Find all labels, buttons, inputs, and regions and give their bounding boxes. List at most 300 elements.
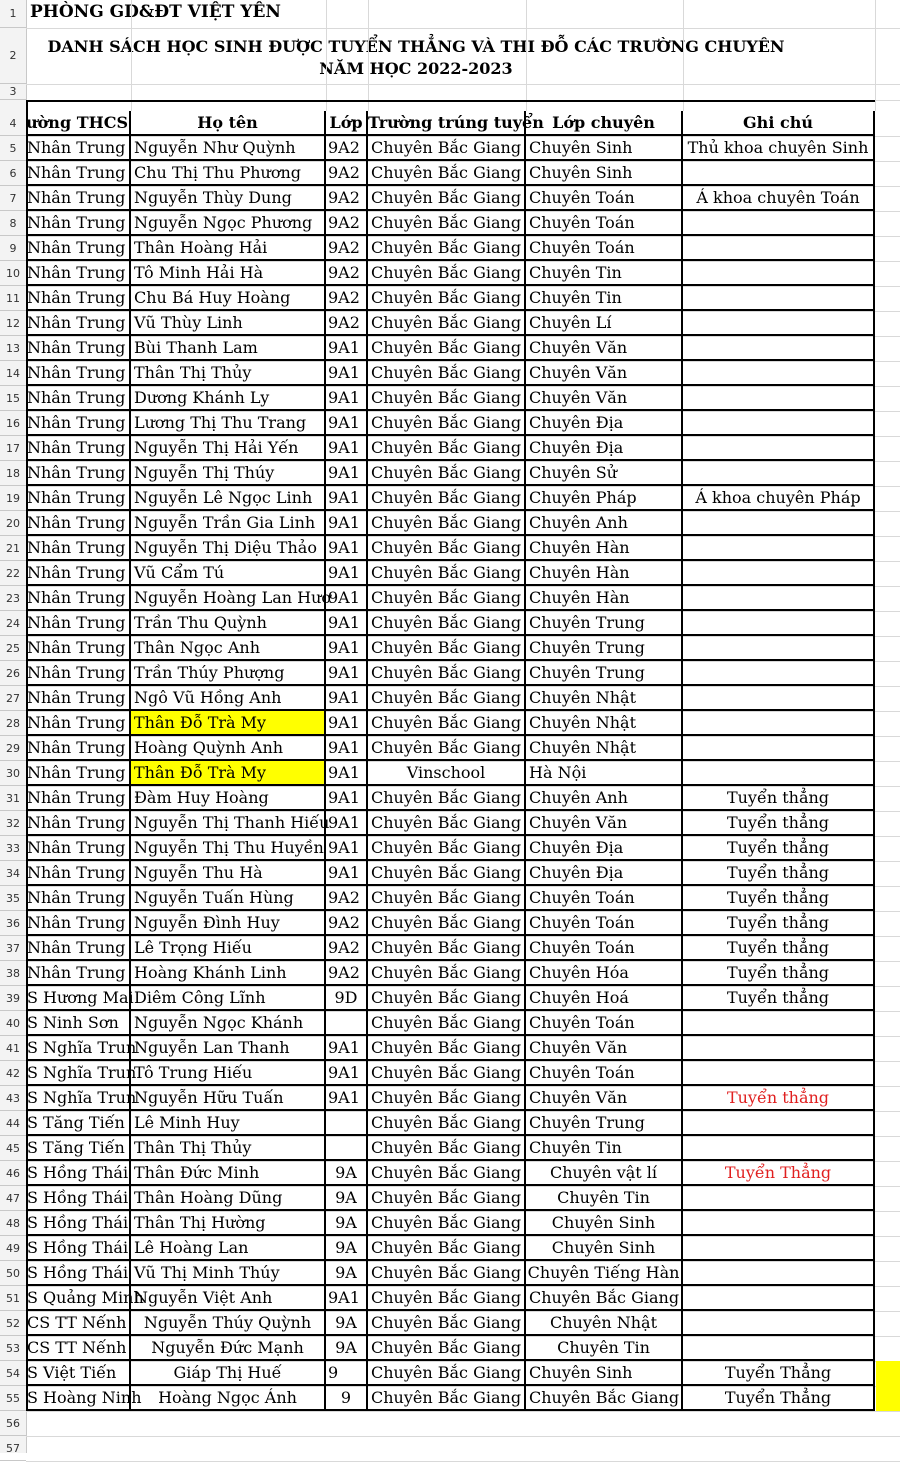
cell-name[interactable]: Nguyễn Đức Mạnh xyxy=(131,1336,326,1361)
cell-school[interactable]: S Hương Mai xyxy=(26,986,131,1011)
cell-school[interactable]: Nhân Trung xyxy=(26,636,131,661)
row-number[interactable]: 17 xyxy=(0,436,26,461)
cell-class[interactable]: 9A xyxy=(326,1186,368,1211)
cell-note[interactable] xyxy=(683,236,875,261)
row-number[interactable]: 3 xyxy=(0,84,26,100)
row-number[interactable]: 18 xyxy=(0,461,26,486)
cell-class[interactable]: 9A2 xyxy=(326,236,368,261)
cell-note[interactable] xyxy=(683,511,875,536)
cell-specialty[interactable]: Chuyên Văn xyxy=(526,811,683,836)
cell-note[interactable]: Tuyển thẳng xyxy=(683,911,875,936)
cell-name[interactable]: Nguyễn Ngọc Phương xyxy=(131,211,326,236)
cell-name[interactable]: Thân Đỗ Trà My xyxy=(131,761,326,786)
cell-target-school[interactable]: Chuyên Bắc Giang xyxy=(368,211,526,236)
cell-school[interactable]: Nhân Trung xyxy=(26,161,131,186)
cell-name[interactable]: Hoàng Khánh Linh xyxy=(131,961,326,986)
highlighted-cell[interactable] xyxy=(876,1361,900,1411)
cell-class[interactable]: 9D xyxy=(326,986,368,1011)
row-number[interactable]: 34 xyxy=(0,861,26,886)
cell-name[interactable]: Thân Hoàng Hải xyxy=(131,236,326,261)
cell-class[interactable] xyxy=(326,1011,368,1036)
cell-school[interactable]: S Hồng Thái xyxy=(26,1186,131,1211)
cell-target-school[interactable]: Chuyên Bắc Giang xyxy=(368,1061,526,1086)
cell-school[interactable]: Nhân Trung xyxy=(26,286,131,311)
row-number[interactable]: 24 xyxy=(0,611,26,636)
cell-specialty[interactable]: Chuyên Tin xyxy=(526,1136,683,1161)
row-number[interactable]: 6 xyxy=(0,161,26,186)
cell-class[interactable]: 9A1 xyxy=(326,661,368,686)
cell-name[interactable]: Thân Ngọc Anh xyxy=(131,636,326,661)
cell-target-school[interactable]: Chuyên Bắc Giang xyxy=(368,886,526,911)
cell-class[interactable]: 9A xyxy=(326,1236,368,1261)
cell-specialty[interactable]: Chuyên Hàn xyxy=(526,536,683,561)
cell-name[interactable]: Lê Trọng Hiếu xyxy=(131,936,326,961)
cell-target-school[interactable]: Chuyên Bắc Giang xyxy=(368,961,526,986)
cell-school[interactable]: Nhân Trung xyxy=(26,611,131,636)
cell-specialty[interactable]: Chuyên Nhật xyxy=(526,736,683,761)
cell-class[interactable]: 9A2 xyxy=(326,161,368,186)
cell-name[interactable]: Vũ Cẩm Tú xyxy=(131,561,326,586)
row-number[interactable]: 44 xyxy=(0,1111,26,1136)
cell-name[interactable]: Nguyễn Thị Thúy xyxy=(131,461,326,486)
cell-specialty[interactable]: Chuyên Trung xyxy=(526,611,683,636)
row-number[interactable]: 54 xyxy=(0,1361,26,1386)
cell-note[interactable] xyxy=(683,311,875,336)
cell-target-school[interactable]: Chuyên Bắc Giang xyxy=(368,786,526,811)
cell-school[interactable]: Nhân Trung xyxy=(26,686,131,711)
cell-note[interactable]: Á khoa chuyên Pháp xyxy=(683,486,875,511)
cell-specialty[interactable]: Chuyên Toán xyxy=(526,211,683,236)
cell-school[interactable]: S Nghĩa Trun xyxy=(26,1061,131,1086)
row-number[interactable]: 23 xyxy=(0,586,26,611)
row-number[interactable]: 1 xyxy=(0,0,26,28)
cell-name[interactable]: Thân Hoàng Dũng xyxy=(131,1186,326,1211)
cell-target-school[interactable]: Chuyên Bắc Giang xyxy=(368,1161,526,1186)
cell-target-school[interactable]: Chuyên Bắc Giang xyxy=(368,436,526,461)
cell-note[interactable] xyxy=(683,536,875,561)
cell-specialty[interactable]: Chuyên Hoá xyxy=(526,986,683,1011)
cell-name[interactable]: Lê Minh Huy xyxy=(131,1111,326,1136)
row-number[interactable]: 36 xyxy=(0,911,26,936)
cell-school[interactable]: Nhân Trung xyxy=(26,261,131,286)
cell-target-school[interactable]: Chuyên Bắc Giang xyxy=(368,361,526,386)
cell-specialty[interactable]: Chuyên Địa xyxy=(526,836,683,861)
row-number[interactable]: 48 xyxy=(0,1211,26,1236)
cell-specialty[interactable]: Chuyên Toán xyxy=(526,236,683,261)
cell-class[interactable]: 9A1 xyxy=(326,436,368,461)
row-number[interactable]: 38 xyxy=(0,961,26,986)
cell-note[interactable]: Tuyển thẳng xyxy=(683,861,875,886)
cell-note[interactable] xyxy=(683,561,875,586)
cell-class[interactable]: 9A1 xyxy=(326,536,368,561)
cell-note[interactable] xyxy=(683,286,875,311)
cell-class[interactable]: 9A1 xyxy=(326,461,368,486)
cell-school[interactable]: CS TT Nếnh xyxy=(26,1311,131,1336)
cell-school[interactable]: Nhân Trung xyxy=(26,586,131,611)
cell-specialty[interactable]: Chuyên Địa xyxy=(526,411,683,436)
row-number[interactable]: 57 xyxy=(0,1436,26,1461)
cell-note[interactable]: Á khoa chuyên Toán xyxy=(683,186,875,211)
cell-school[interactable]: S Ninh Sơn xyxy=(26,1011,131,1036)
row-number[interactable]: 2 xyxy=(0,28,26,84)
cell-target-school[interactable]: Chuyên Bắc Giang xyxy=(368,736,526,761)
cell-school[interactable]: Nhân Trung xyxy=(26,386,131,411)
cell-note[interactable]: Tuyển thẳng xyxy=(683,786,875,811)
cell-class[interactable] xyxy=(326,1136,368,1161)
cell-school[interactable]: Nhân Trung xyxy=(26,786,131,811)
cell-note[interactable] xyxy=(683,736,875,761)
row-number[interactable]: 27 xyxy=(0,686,26,711)
cell-class[interactable]: 9A1 xyxy=(326,811,368,836)
cell-name[interactable]: Nguyễn Thu Hà xyxy=(131,861,326,886)
cell-class[interactable]: 9A1 xyxy=(326,586,368,611)
cell-note[interactable]: Tuyển Thẳng xyxy=(683,1386,875,1411)
cell-note[interactable] xyxy=(683,1261,875,1286)
cell-specialty[interactable]: Chuyên Anh xyxy=(526,511,683,536)
row-number[interactable]: 7 xyxy=(0,186,26,211)
cell-name[interactable]: Nguyễn Thùy Dung xyxy=(131,186,326,211)
cell-target-school[interactable]: Chuyên Bắc Giang xyxy=(368,636,526,661)
cell-target-school[interactable]: Chuyên Bắc Giang xyxy=(368,686,526,711)
cell-class[interactable] xyxy=(326,1111,368,1136)
cell-class[interactable]: 9A1 xyxy=(326,511,368,536)
cell-specialty[interactable]: Hà Nội xyxy=(526,761,683,786)
row-number[interactable]: 42 xyxy=(0,1061,26,1086)
cell-target-school[interactable]: Chuyên Bắc Giang xyxy=(368,1086,526,1111)
cell-school[interactable]: Nhân Trung xyxy=(26,186,131,211)
cell-specialty[interactable]: Chuyên vật lí xyxy=(526,1161,683,1186)
cell-school[interactable]: Nhân Trung xyxy=(26,886,131,911)
cell-class[interactable]: 9A1 xyxy=(326,711,368,736)
cell-name[interactable]: Đàm Huy Hoàng xyxy=(131,786,326,811)
cell-note[interactable] xyxy=(683,461,875,486)
cell-school[interactable]: S Tăng Tiến xyxy=(26,1111,131,1136)
row-number[interactable]: 30 xyxy=(0,761,26,786)
cell-specialty[interactable]: Chuyên Sinh xyxy=(526,1236,683,1261)
cell-class[interactable]: 9A1 xyxy=(326,786,368,811)
cell-specialty[interactable]: Chuyên Toán xyxy=(526,1061,683,1086)
cell-specialty[interactable]: Chuyên Sinh xyxy=(526,161,683,186)
cell-class[interactable]: 9A2 xyxy=(326,961,368,986)
cell-target-school[interactable]: Chuyên Bắc Giang xyxy=(368,1136,526,1161)
cell-specialty[interactable]: Chuyên Sinh xyxy=(526,136,683,161)
cell-note[interactable] xyxy=(683,161,875,186)
cell-school[interactable]: Nhân Trung xyxy=(26,811,131,836)
cell-class[interactable]: 9A1 xyxy=(326,561,368,586)
cell-class[interactable]: 9A2 xyxy=(326,286,368,311)
cell-class[interactable]: 9A1 xyxy=(326,611,368,636)
cell-class[interactable]: 9A2 xyxy=(326,936,368,961)
cell-note[interactable] xyxy=(683,1211,875,1236)
cell-note[interactable]: Tuyển thẳng xyxy=(683,936,875,961)
cell-target-school[interactable]: Chuyên Bắc Giang xyxy=(368,511,526,536)
cell-name[interactable]: Diêm Công Lĩnh xyxy=(131,986,326,1011)
cell-name[interactable]: Thân Thị Thủy xyxy=(131,361,326,386)
cell-school[interactable]: Nhân Trung xyxy=(26,911,131,936)
cell-target-school[interactable]: Chuyên Bắc Giang xyxy=(368,486,526,511)
cell-specialty[interactable]: Chuyên Tin xyxy=(526,261,683,286)
cell-note[interactable]: Tuyển Thẳng xyxy=(683,1161,875,1186)
cell-note[interactable] xyxy=(683,1236,875,1261)
row-number[interactable]: 41 xyxy=(0,1036,26,1061)
cell-specialty[interactable]: Chuyên Trung xyxy=(526,1111,683,1136)
cell-name[interactable]: Nguyễn Tuấn Hùng xyxy=(131,886,326,911)
cell-name[interactable]: Nguyễn Thị Thu Huyền xyxy=(131,836,326,861)
cell-class[interactable]: 9A xyxy=(326,1311,368,1336)
cell-name[interactable]: Hoàng Quỳnh Anh xyxy=(131,736,326,761)
cell-name[interactable]: Dương Khánh Ly xyxy=(131,386,326,411)
sheet-title[interactable] xyxy=(26,36,806,80)
cell-specialty[interactable]: Chuyên Toán xyxy=(526,911,683,936)
cell-target-school[interactable]: Chuyên Bắc Giang xyxy=(368,186,526,211)
cell-school[interactable]: Nhân Trung xyxy=(26,961,131,986)
cell-name[interactable]: Tô Trung Hiếu xyxy=(131,1061,326,1086)
cell-name[interactable]: Nguyễn Thị Thanh Hiếu xyxy=(131,811,326,836)
cell-note[interactable] xyxy=(683,761,875,786)
header-note[interactable]: Ghi chú xyxy=(683,111,875,136)
row-number[interactable]: 43 xyxy=(0,1086,26,1111)
cell-specialty[interactable]: Chuyên Sử xyxy=(526,461,683,486)
row-number[interactable]: 37 xyxy=(0,936,26,961)
cell-target-school[interactable]: Chuyên Bắc Giang xyxy=(368,836,526,861)
cell-school[interactable]: S Hồng Thái xyxy=(26,1161,131,1186)
cell-school[interactable]: S Quảng Minh xyxy=(26,1286,131,1311)
row-number[interactable]: 19 xyxy=(0,486,26,511)
cell-target-school[interactable]: Chuyên Bắc Giang xyxy=(368,411,526,436)
cell-school[interactable]: Nhân Trung xyxy=(26,461,131,486)
cell-name[interactable]: Nguyễn Thị Hải Yến xyxy=(131,436,326,461)
cell-note[interactable] xyxy=(683,661,875,686)
cell-school[interactable]: Nhân Trung xyxy=(26,711,131,736)
cell-note[interactable] xyxy=(683,436,875,461)
cell-note[interactable] xyxy=(683,386,875,411)
cell-class[interactable]: 9A1 xyxy=(326,686,368,711)
cell-class[interactable]: 9 xyxy=(326,1361,368,1386)
row-number[interactable]: 33 xyxy=(0,836,26,861)
cell-specialty[interactable]: Chuyên Anh xyxy=(526,786,683,811)
cell-note[interactable]: Tuyển thẳng xyxy=(683,986,875,1011)
row-number[interactable]: 10 xyxy=(0,261,26,286)
cell-specialty[interactable]: Chuyên Văn xyxy=(526,1086,683,1111)
cell-name[interactable]: Nguyễn Thị Diệu Thảo xyxy=(131,536,326,561)
cell-school[interactable]: Nhân Trung xyxy=(26,761,131,786)
header-name[interactable]: Họ tên xyxy=(131,111,326,136)
cell-school[interactable]: Nhân Trung xyxy=(26,311,131,336)
cell-school[interactable]: Nhân Trung xyxy=(26,336,131,361)
cell-school[interactable]: Nhân Trung xyxy=(26,211,131,236)
header-school[interactable]: ường THCS xyxy=(26,111,131,136)
cell-target-school[interactable]: Chuyên Bắc Giang xyxy=(368,986,526,1011)
cell-specialty[interactable]: Chuyên Nhật xyxy=(526,1311,683,1336)
cell-specialty[interactable]: Chuyên Toán xyxy=(526,1011,683,1036)
cell-specialty[interactable]: Chuyên Nhật xyxy=(526,686,683,711)
header-target-school[interactable]: Trường trúng tuyển xyxy=(368,111,526,136)
cell-name[interactable]: Chu Bá Huy Hoàng xyxy=(131,286,326,311)
row-number[interactable]: 15 xyxy=(0,386,26,411)
cell-school[interactable]: Nhân Trung xyxy=(26,661,131,686)
cell-class[interactable]: 9A1 xyxy=(326,1036,368,1061)
cell-name[interactable]: Bùi Thanh Lam xyxy=(131,336,326,361)
cell-specialty[interactable]: Chuyên Trung xyxy=(526,636,683,661)
row-number[interactable]: 14 xyxy=(0,361,26,386)
cell-target-school[interactable]: Chuyên Bắc Giang xyxy=(368,811,526,836)
cell-target-school[interactable]: Chuyên Bắc Giang xyxy=(368,1211,526,1236)
cell-specialty[interactable]: Chuyên Hóa xyxy=(526,961,683,986)
cell-note[interactable] xyxy=(683,211,875,236)
cell-note[interactable]: Tuyển thẳng xyxy=(683,886,875,911)
cell-target-school[interactable]: Chuyên Bắc Giang xyxy=(368,336,526,361)
cell-specialty[interactable]: Chuyên Tin xyxy=(526,1186,683,1211)
cell-specialty[interactable]: Chuyên Bắc Giang xyxy=(526,1286,683,1311)
cell-target-school[interactable]: Vinschool xyxy=(368,761,526,786)
cell-name[interactable]: Nguyễn Trần Gia Linh xyxy=(131,511,326,536)
cell-name[interactable]: Nguyễn Lan Thanh xyxy=(131,1036,326,1061)
cell-note[interactable] xyxy=(683,1011,875,1036)
cell-note[interactable]: Tuyển thẳng xyxy=(683,1086,875,1111)
cell-class[interactable]: 9A1 xyxy=(326,836,368,861)
row-number[interactable]: 29 xyxy=(0,736,26,761)
cell-school[interactable]: Nhân Trung xyxy=(26,536,131,561)
row-number[interactable]: 40 xyxy=(0,1011,26,1036)
cell-specialty[interactable]: Chuyên Địa xyxy=(526,436,683,461)
cell-name[interactable]: Nguyễn Ngọc Khánh xyxy=(131,1011,326,1036)
cell-class[interactable]: 9A2 xyxy=(326,211,368,236)
cell-note[interactable]: Tuyển thẳng xyxy=(683,836,875,861)
cell-name[interactable]: Giáp Thị Huế xyxy=(131,1361,326,1386)
cell-note[interactable] xyxy=(683,261,875,286)
cell-class[interactable]: 9A1 xyxy=(326,1061,368,1086)
cell-school[interactable]: S Hồng Thái xyxy=(26,1261,131,1286)
row-number[interactable]: 13 xyxy=(0,336,26,361)
cell-name[interactable]: Nguyễn Hoàng Lan Hươ xyxy=(131,586,326,611)
row-number[interactable]: 25 xyxy=(0,636,26,661)
cell-note[interactable] xyxy=(683,1061,875,1086)
cell-target-school[interactable]: Chuyên Bắc Giang xyxy=(368,1361,526,1386)
cell-note[interactable] xyxy=(683,586,875,611)
row-number[interactable]: 51 xyxy=(0,1286,26,1311)
cell-specialty[interactable]: Chuyên Hàn xyxy=(526,586,683,611)
cell-note[interactable] xyxy=(683,361,875,386)
cell-note[interactable] xyxy=(683,411,875,436)
cell-target-school[interactable]: Chuyên Bắc Giang xyxy=(368,1111,526,1136)
cell-target-school[interactable]: Chuyên Bắc Giang xyxy=(368,661,526,686)
cell-class[interactable]: 9A1 xyxy=(326,761,368,786)
cell-specialty[interactable]: Chuyên Văn xyxy=(526,386,683,411)
row-number[interactable]: 39 xyxy=(0,986,26,1011)
cell-class[interactable]: 9 xyxy=(326,1386,368,1411)
cell-school[interactable]: Nhân Trung xyxy=(26,136,131,161)
cell-name[interactable]: Hoàng Ngọc Ánh xyxy=(131,1386,326,1411)
row-number[interactable]: 52 xyxy=(0,1311,26,1336)
cell-name[interactable]: Thân Đức Minh xyxy=(131,1161,326,1186)
cell-target-school[interactable]: Chuyên Bắc Giang xyxy=(368,261,526,286)
cell-target-school[interactable]: Chuyên Bắc Giang xyxy=(368,536,526,561)
cell-class[interactable]: 9A1 xyxy=(326,411,368,436)
cell-target-school[interactable]: Chuyên Bắc Giang xyxy=(368,711,526,736)
cell-name[interactable]: Trần Thúy Phượng xyxy=(131,661,326,686)
cell-class[interactable]: 9A2 xyxy=(326,911,368,936)
cell-class[interactable]: 9A2 xyxy=(326,136,368,161)
cell-target-school[interactable]: Chuyên Bắc Giang xyxy=(368,136,526,161)
cell-class[interactable]: 9A1 xyxy=(326,386,368,411)
cell-school[interactable]: Nhân Trung xyxy=(26,736,131,761)
row-number[interactable]: 26 xyxy=(0,661,26,686)
cell-target-school[interactable]: Chuyên Bắc Giang xyxy=(368,611,526,636)
row-number[interactable]: 55 xyxy=(0,1386,26,1411)
cell-class[interactable]: 9A1 xyxy=(326,636,368,661)
cell-specialty[interactable]: Chuyên Tin xyxy=(526,1336,683,1361)
cell-note[interactable] xyxy=(683,336,875,361)
cell-target-school[interactable]: Chuyên Bắc Giang xyxy=(368,236,526,261)
cell-target-school[interactable]: Chuyên Bắc Giang xyxy=(368,911,526,936)
row-number[interactable]: 31 xyxy=(0,786,26,811)
cell-note[interactable]: Tuyển thẳng xyxy=(683,961,875,986)
row-number[interactable]: 28 xyxy=(0,711,26,736)
cell-class[interactable]: 9A xyxy=(326,1211,368,1236)
cell-school[interactable]: Nhân Trung xyxy=(26,836,131,861)
cell-specialty[interactable]: Chuyên Trung xyxy=(526,661,683,686)
cell-note[interactable] xyxy=(683,686,875,711)
cell-school[interactable]: Nhân Trung xyxy=(26,486,131,511)
cell-specialty[interactable]: Chuyên Lí xyxy=(526,311,683,336)
cell-school[interactable]: Nhân Trung xyxy=(26,861,131,886)
cell-note[interactable] xyxy=(683,611,875,636)
cell-name[interactable]: Lê Hoàng Lan xyxy=(131,1236,326,1261)
cell-specialty[interactable]: Chuyên Địa xyxy=(526,861,683,886)
cell-specialty[interactable]: Chuyên Văn xyxy=(526,361,683,386)
header-class[interactable]: Lớp xyxy=(326,111,368,136)
cell-specialty[interactable]: Chuyên Toán xyxy=(526,886,683,911)
cell-specialty[interactable]: Chuyên Pháp xyxy=(526,486,683,511)
cell-class[interactable]: 9A1 xyxy=(326,1086,368,1111)
cell-name[interactable]: Tô Minh Hải Hà xyxy=(131,261,326,286)
row-number[interactable]: 8 xyxy=(0,211,26,236)
row-number[interactable]: 32 xyxy=(0,811,26,836)
cell-name[interactable]: Vũ Thị Minh Thúy xyxy=(131,1261,326,1286)
cell-target-school[interactable]: Chuyên Bắc Giang xyxy=(368,1386,526,1411)
cell-school[interactable]: CS TT Nếnh xyxy=(26,1336,131,1361)
cell-target-school[interactable]: Chuyên Bắc Giang xyxy=(368,586,526,611)
cell-note[interactable]: Thủ khoa chuyên Sinh xyxy=(683,136,875,161)
cell-target-school[interactable]: Chuyên Bắc Giang xyxy=(368,386,526,411)
row-number[interactable]: 20 xyxy=(0,511,26,536)
cell-specialty[interactable]: Chuyên Sinh xyxy=(526,1361,683,1386)
cell-note[interactable] xyxy=(683,1111,875,1136)
cell-class[interactable]: 9A1 xyxy=(326,361,368,386)
cell-school[interactable]: Nhân Trung xyxy=(26,236,131,261)
cell-name[interactable]: Lương Thị Thu Trang xyxy=(131,411,326,436)
cell-note[interactable]: Tuyển Thẳng xyxy=(683,1361,875,1386)
cell-class[interactable]: 9A1 xyxy=(326,861,368,886)
cell-name[interactable]: Thân Đỗ Trà My xyxy=(131,711,326,736)
row-number[interactable]: 45 xyxy=(0,1136,26,1161)
cell-school[interactable]: S Hoàng Ninh xyxy=(26,1386,131,1411)
cell-name[interactable]: Nguyễn Việt Anh xyxy=(131,1286,326,1311)
cell-specialty[interactable]: Chuyên Bắc Giang xyxy=(526,1386,683,1411)
cell-class[interactable]: 9A1 xyxy=(326,336,368,361)
cell-target-school[interactable]: Chuyên Bắc Giang xyxy=(368,1011,526,1036)
cell-specialty[interactable]: Chuyên Hàn xyxy=(526,561,683,586)
cell-name[interactable]: Vũ Thùy Linh xyxy=(131,311,326,336)
cell-target-school[interactable]: Chuyên Bắc Giang xyxy=(368,861,526,886)
cell-specialty[interactable]: Chuyên Văn xyxy=(526,336,683,361)
row-number[interactable]: 5 xyxy=(0,136,26,161)
cell-class[interactable]: 9A2 xyxy=(326,186,368,211)
cell-class[interactable]: 9A1 xyxy=(326,1286,368,1311)
cell-name[interactable]: Nguyễn Như Quỳnh xyxy=(131,136,326,161)
cell-target-school[interactable]: Chuyên Bắc Giang xyxy=(368,161,526,186)
row-number[interactable]: 50 xyxy=(0,1261,26,1286)
